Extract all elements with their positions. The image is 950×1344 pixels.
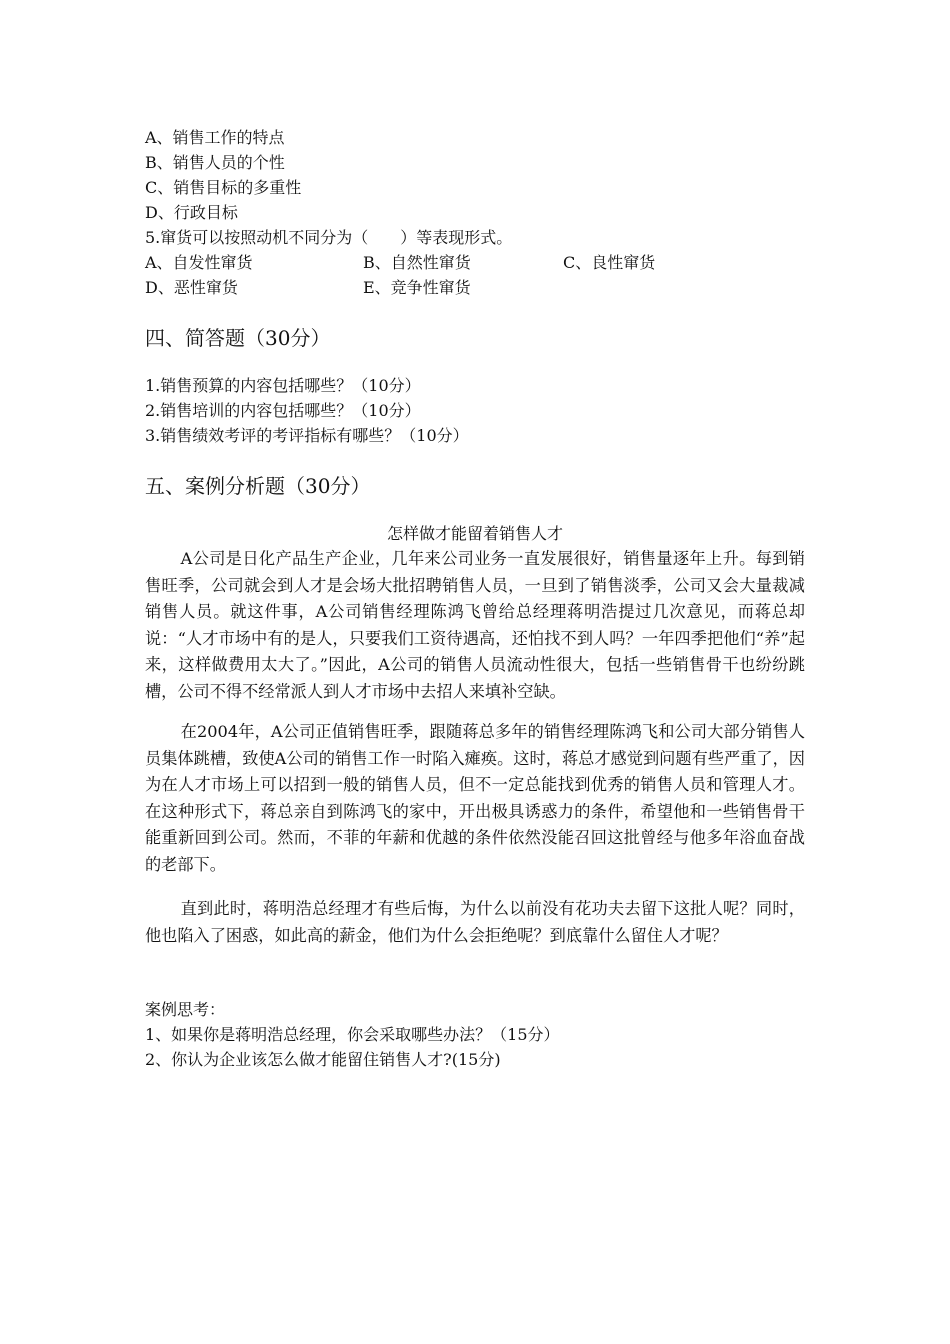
q5-option-c: C、良性窜货 xyxy=(563,253,656,272)
section4-question-1: 1.销售预算的内容包括哪些？（10分） xyxy=(145,376,421,395)
q5-option-a: A、自发性窜货 xyxy=(145,253,253,272)
q4-option-d: D、行政目标 xyxy=(145,203,238,222)
section4-question-3: 3.销售绩效考评的考评指标有哪些？（10分） xyxy=(145,426,469,445)
q5-option-e: E、竞争性窜货 xyxy=(363,278,471,297)
case-title: 怎样做才能留着销售人才 xyxy=(386,524,563,543)
q5-option-b: B、自然性窜货 xyxy=(363,253,471,272)
case-think-question-2: 2、你认为企业该怎么做才能留住销售人才?(15分) xyxy=(145,1050,501,1069)
case-paragraph-2: 在2004年，A公司正值销售旺季，跟随蒋总多年的销售经理陈鸿飞和公司大部分销售人员集体跳槽，致使A公司的销售工作一时陷入瘫痪。这时，蒋总才感觉到问题有些严重了，因为在人才市场上可以招到一般的销售人员，但不一定总能找到优秀的销售人员和管理人才。在这种形式下，蒋总亲自到陈鸿飞的家中，开出极具诱惑力的条件，希望他和一些销售骨干能重新回到公司。然而，不菲的年薪和优越的条件依然没能召回这批曾经与他多年浴血奋战的老部下。 xyxy=(145,722,805,874)
section4-question-2: 2.销售培训的内容包括哪些？（10分） xyxy=(145,401,421,420)
q4-option-a: A、销售工作的特点 xyxy=(145,128,285,147)
section5-heading: 五、案例分析题（30分） xyxy=(145,474,371,498)
q5-options-row2 xyxy=(145,275,745,300)
q4-option-b: B、销售人员的个性 xyxy=(145,153,285,172)
case-think-question-1: 1、如果你是蒋明浩总经理，你会采取哪些办法？（15分） xyxy=(145,1025,560,1044)
q5-options-row1 xyxy=(145,250,745,275)
case-paragraph-1: A公司是日化产品生产企业，几年来公司业务一直发展很好，销售量逐年上升。每到销售旺季，公司就会到人才是会场大批招聘销售人员，一旦到了销售淡季，公司又会大量裁减销售人员。就这件事，A公司销售经理陈鸿飞曾给总经理蒋明浩提过几次意见，而蒋总却说：“人才市场中有的是人，只要我们工资待遇高，还怕找不到人吗？一年四季把他们“养”起来，这样做费用太大了。”因此，A公司的销售人员流动性很大，包括一些销售骨干也纷纷跳槽，公司不得不经常派人到人才市场中去招人来填补空缺。 xyxy=(145,549,805,701)
case-paragraph-3: 直到此时，蒋明浩总经理才有些后悔，为什么以前没有花功夫去留下这批人呢？同时，他也陷入了困惑，如此高的薪金，他们为什么会拒绝呢？到底靠什么留住人才呢？ xyxy=(145,899,805,945)
q5-stem: 5.窜货可以按照动机不同分为（ ）等表现形式。 xyxy=(145,228,513,247)
q5-option-d: D、恶性窜货 xyxy=(145,278,238,297)
case-think-label: 案例思考： xyxy=(145,1000,226,1019)
section4-heading: 四、简答题（30分） xyxy=(145,326,331,350)
q4-option-c: C、销售目标的多重性 xyxy=(145,178,302,197)
